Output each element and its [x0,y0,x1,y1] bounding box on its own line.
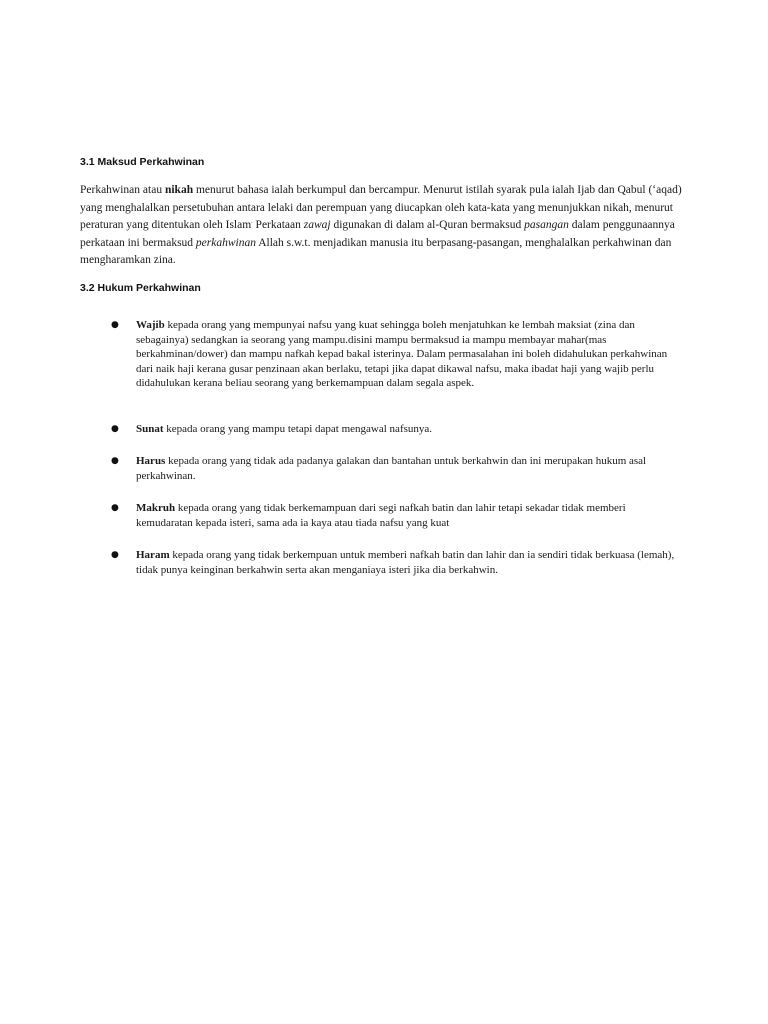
paragraph-text: Perkahwinan atau [80,184,165,196]
list-item-text [136,501,676,530]
bullet-icon: ● [111,424,119,434]
paragraph-italic-term: zawaj [303,219,331,231]
list-item-text [136,454,676,483]
definition-paragraph [80,182,692,270]
list-item-term: Harus [136,455,166,467]
paragraph-italic-term: perkahwinan [195,236,256,249]
bullet-icon: ● [111,503,119,513]
list-item-term: Sunat [136,423,164,435]
list-item-description: kepada orang yang mampu tetapi dapat mengawal nafsunya. [163,423,433,435]
list-item-term: Wajib [136,319,165,331]
paragraph-bold-term: nikah [164,184,194,196]
bullet-icon: ● [111,550,119,560]
paragraph-text: Allah s.w.t. menjadikan manusia itu berpasang-pasangan, menghalalkan perkahwinan dan mengharamkan zina. [80,236,672,266]
list-item-term: Haram [136,549,170,561]
list-item-text [136,548,676,577]
paragraph-text: Perkataan [252,219,304,231]
paragraph-text: menurut bahasa ialah berkumpul dan bercampur. Menurut istilah syarak pula ialah Ijab dan Qabul (‘aqad) yang menghalalkan persetubuhan antara lelaki dan perempuan yang diucapkan oleh kata-kata yang menunjukkan nikah, menurut peraturan yang ditentukan oleh Islam [80,184,682,231]
list-item-description: kepada orang yang tidak ada padanya galakan dan bantahan untuk berkahwin dan ini merupakan hukum asal perkahwinan. [136,455,647,482]
footnote-mark: . [251,219,253,226]
section-heading-maksud: 3.1 Maksud Perkahwinan [80,156,205,168]
bullet-icon: ● [111,320,119,330]
list-item-text [136,422,676,437]
section-heading-hukum: 3.2 Hukum Perkahwinan [80,282,201,294]
bullet-icon: ● [111,456,119,466]
paragraph-text: dalam penggunaannya perkataan ini bermaksud [80,219,675,249]
paragraph-italic-term: pasangan [524,219,569,231]
list-item-term: Makruh [136,502,176,514]
list-item-description: kepada orang yang mempunyai nafsu yang kuat sehingga boleh menjatuhkan ke lembah maksiat (zina dan sebagainya) sedangkan ia seorang yang mampu.disini mampu bermaksud ia mampu membayar mahar(mas berkahminan/dower) dan mampu nafkah kepad bakal isterinya. Dalam permasalahan ini boleh didahulukan perkahwinan dari naik haji kerana gusar penzinaan akan berlaku, tetapi jika dapat dikawal nafsu, maka ibadat haji yang wajib perlu didahulukan kerana beliau seorang yang berkemampuan dalam segala aspek. [136,319,668,389]
list-item-description: kepada orang yang tidak berkemampuan dari segi nafkah batin dan lahir tetapi sekadar tidak memberi kemudaratan kepada isteri, sama ada ia kaya atau tiada nafsu yang kuat [136,502,626,529]
paragraph-text: digunakan di dalam al-Quran bermaksud [330,219,525,231]
list-item-description: kepada orang yang tidak berkempuan untuk memberi nafkah batin dan lahir dan ia sendiri tidak berkuasa (lemah), tidak punya keinginan berkahwin serta akan menganiaya isteri jika dia berkahwin. [136,549,675,576]
list-item-text [136,318,676,391]
